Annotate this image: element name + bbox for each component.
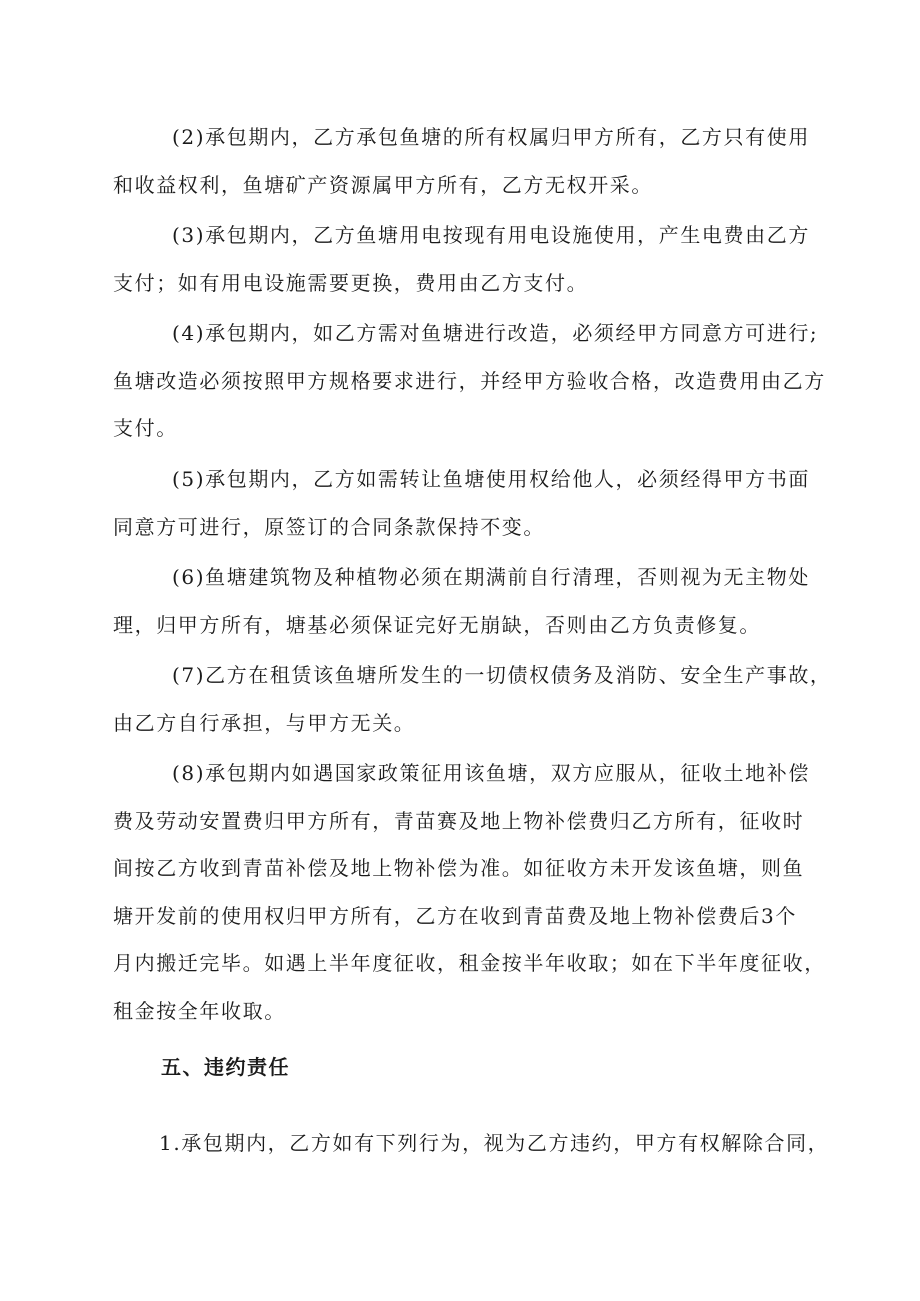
clause-line: 理，归甲方所有，塘基必须保证完好无崩缺，否则由乙方负责修复。	[113, 612, 761, 637]
clause-4	[113, 310, 826, 453]
clause-line: (4)承包期内，如乙方需对鱼塘进行改造，必须经甲方同意方可进行;	[172, 321, 819, 345]
clause-line: 1.承包期内，乙方如有下列行为，视为乙方违约，甲方有权解除合同，	[159, 1131, 830, 1155]
clause-line: 间按乙方收到青苗补偿及地上物补偿为准。如征收方未开发该鱼塘，则鱼	[113, 856, 805, 880]
clause-line: 鱼塘改造必须按照甲方规格要求进行，并经甲方验收合格，改造费用由乙方	[113, 368, 826, 393]
clause-line: (8)承包期内如遇国家政策征用该鱼塘，双方应服从，征收土地补偿	[172, 761, 810, 785]
clause-2	[113, 114, 813, 209]
clause-line: 塘开发前的使用权归甲方所有，乙方在收到青苗费及地上物补偿费后3个	[113, 903, 797, 928]
clause-line: 同意方可进行，原签订的合同条款保持不变。	[113, 514, 545, 539]
clause-line: (6)鱼塘建筑物及种植物必须在期满前自行清理，否则视为无主物处	[172, 565, 810, 589]
clause-8	[113, 750, 826, 1035]
clause-line: 租金按全年收取。	[113, 998, 286, 1023]
clause-line: 和收益权利，鱼塘矿产资源属甲方所有，乙方无权开采。	[113, 172, 653, 197]
clause-line: 支付。	[113, 416, 178, 440]
clause-line: 月内搬迁完毕。如遇上半年度征收，租金按半年收取；如在下半年度征收，	[113, 951, 826, 975]
clause-3	[113, 212, 813, 307]
clause-5	[113, 456, 813, 551]
final-paragraph	[113, 1120, 830, 1168]
clause-6	[113, 554, 813, 649]
clause-line: (7)乙方在租赁该鱼塘所发生的一切债权债务及消防、安全生产事故，	[172, 663, 832, 687]
clause-7	[113, 652, 832, 747]
clause-line: 支付；如有用电设施需要更换，费用由乙方支付。	[113, 270, 589, 295]
section-heading: 五、违约责任	[161, 1055, 290, 1079]
clause-line: (2)承包期内，乙方承包鱼塘的所有权属归甲方所有，乙方只有使用	[172, 125, 810, 149]
clause-line: 费及劳动安置费归甲方所有，青苗赛及地上物补偿费归乙方所有，征收时	[113, 808, 805, 833]
clause-line: 由乙方自行承担，与甲方无关。	[113, 710, 416, 735]
clause-line: (5)承包期内，乙方如需转让鱼塘使用权给他人，必须经得甲方书面	[172, 467, 810, 491]
clause-line: (3)承包期内，乙方鱼塘用电按现有用电设施使用，产生电费由乙方	[172, 223, 810, 247]
